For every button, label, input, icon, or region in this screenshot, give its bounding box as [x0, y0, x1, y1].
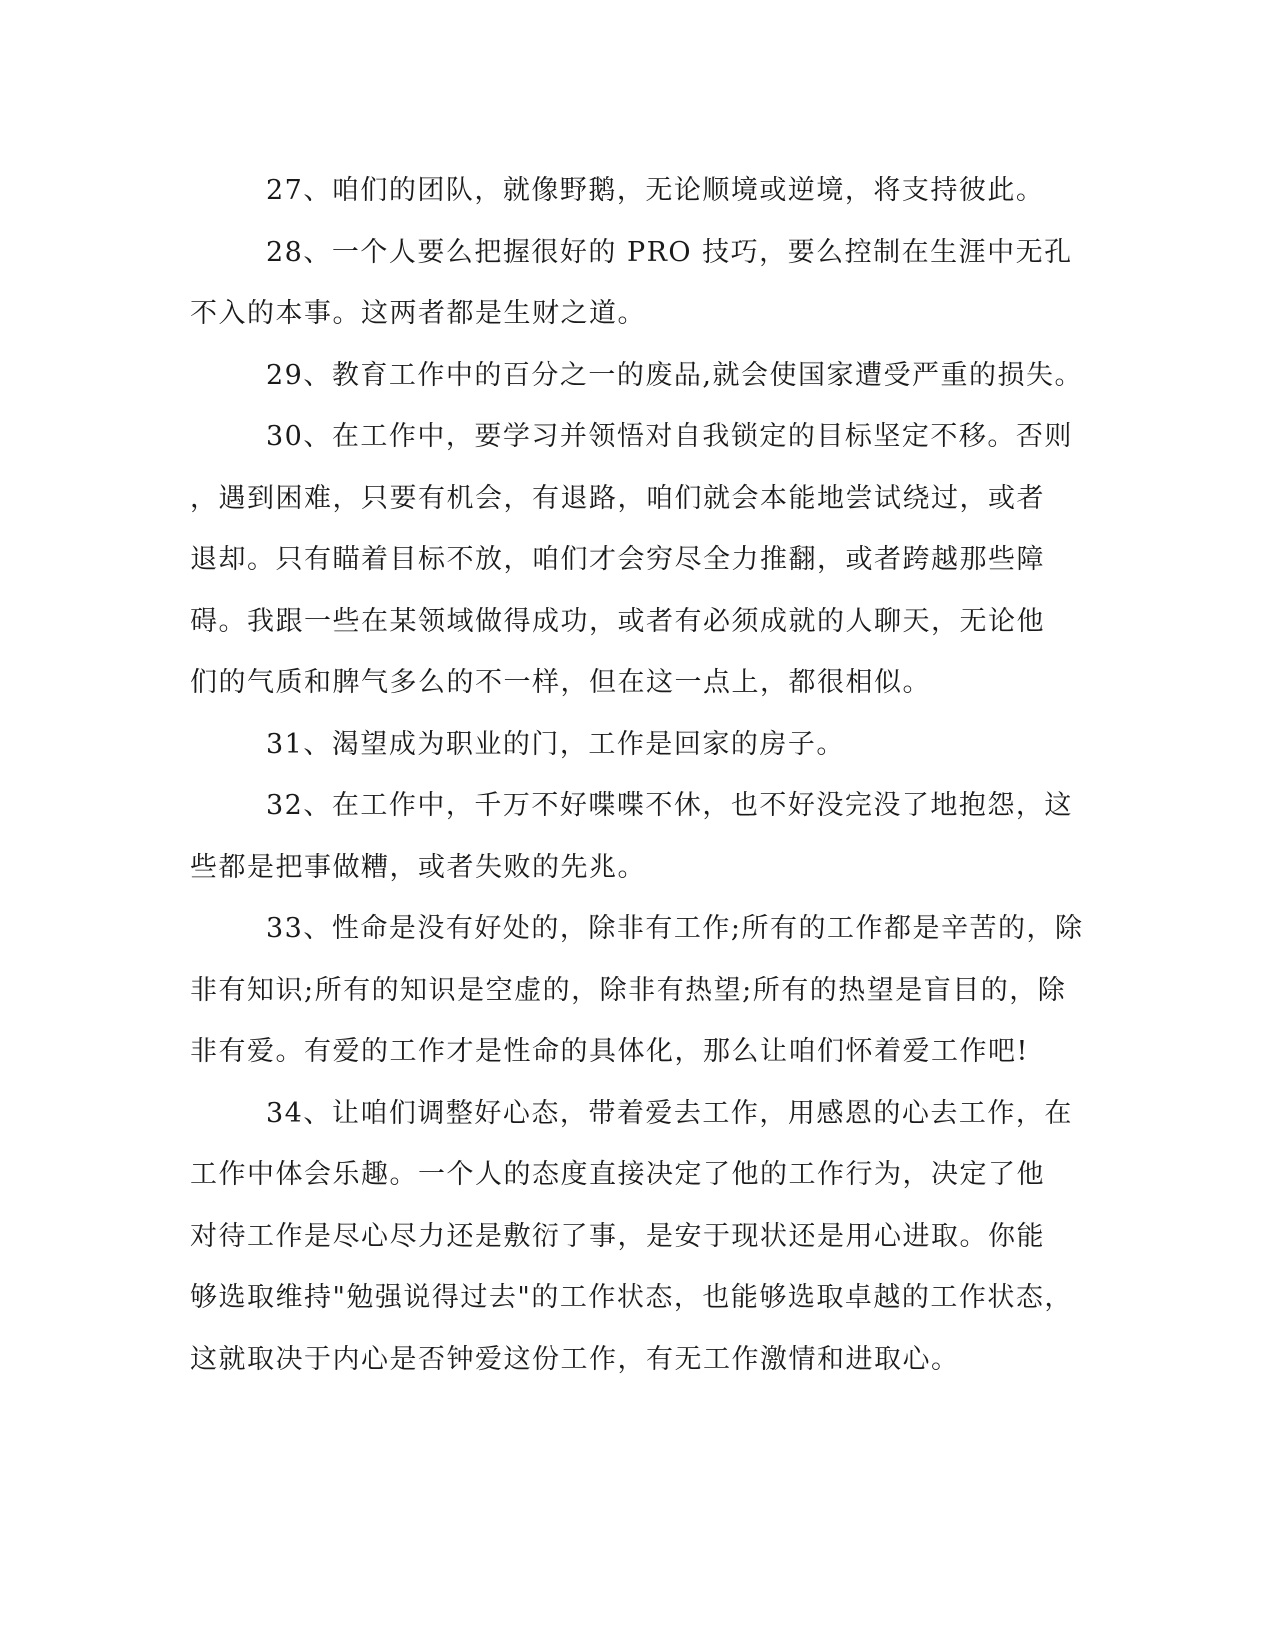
paragraph-27: 27、咱们的团队，就像野鹅，无论顺境或逆境，将支持彼此。 — [266, 175, 1045, 206]
paragraph-33: 33、性命是没有好处的，除非有工作;所有的工作都是辛苦的，除 非有知识;所有的知识是空虚的，除非有热望;所有的热望是盲目的，除 非有爱。有爱的工作才是性命的具体化，那么让咱们怀着爱工作吧! — [190, 913, 1084, 1067]
paragraph-31: 31、渴望成为职业的门，工作是回家的房子。 — [266, 728, 845, 760]
paragraph-29: 29、教育工作中的百分之一的废品,就会使国家遭受严重的损失。 — [266, 359, 1083, 391]
paragraph-34: 34、让咱们调整好心态，带着爱去工作，用感恩的心去工作，在 工作中体会乐趣。一个人的态度直接决定了他的工作行为，决定了他 对待工作是尽心尽力还是敷衍了事，是安于现状还是用心进取。你能 够选取维持"勉强说得过去"的工作状态，也能够选取卓越的工作状态， 这就取决于内心是否钟爱这份工作，有无工作激情和进取心。 — [190, 1097, 1073, 1375]
paragraph-32: 32、在工作中，千万不好喋喋不休，也不好没完没了地抱怨，这 些都是把事做糟，或者失败的先兆。 — [190, 790, 1073, 883]
document-body — [190, 160, 1090, 1390]
paragraph-30: 30、在工作中，要学习并领悟对自我锁定的目标坚定不移。否则 ，遇到困难，只要有机会，有退路，咱们就会本能地尝试绕过，或者 退却。只有瞄着目标不放，咱们才会穷尽全力推翻，或者跨越那些障 碍。我跟一些在某领域做得成功，或者有必须成就的人聊天，无论他 们的气质和脾气多么的不一样，但在这一点上，都很相似。 — [190, 421, 1073, 698]
paragraph-28: 28、一个人要么把握很好的 PRO 技巧，要么控制在生涯中无孔 不入的本事。这两者都是生财之道。 — [190, 236, 1073, 329]
